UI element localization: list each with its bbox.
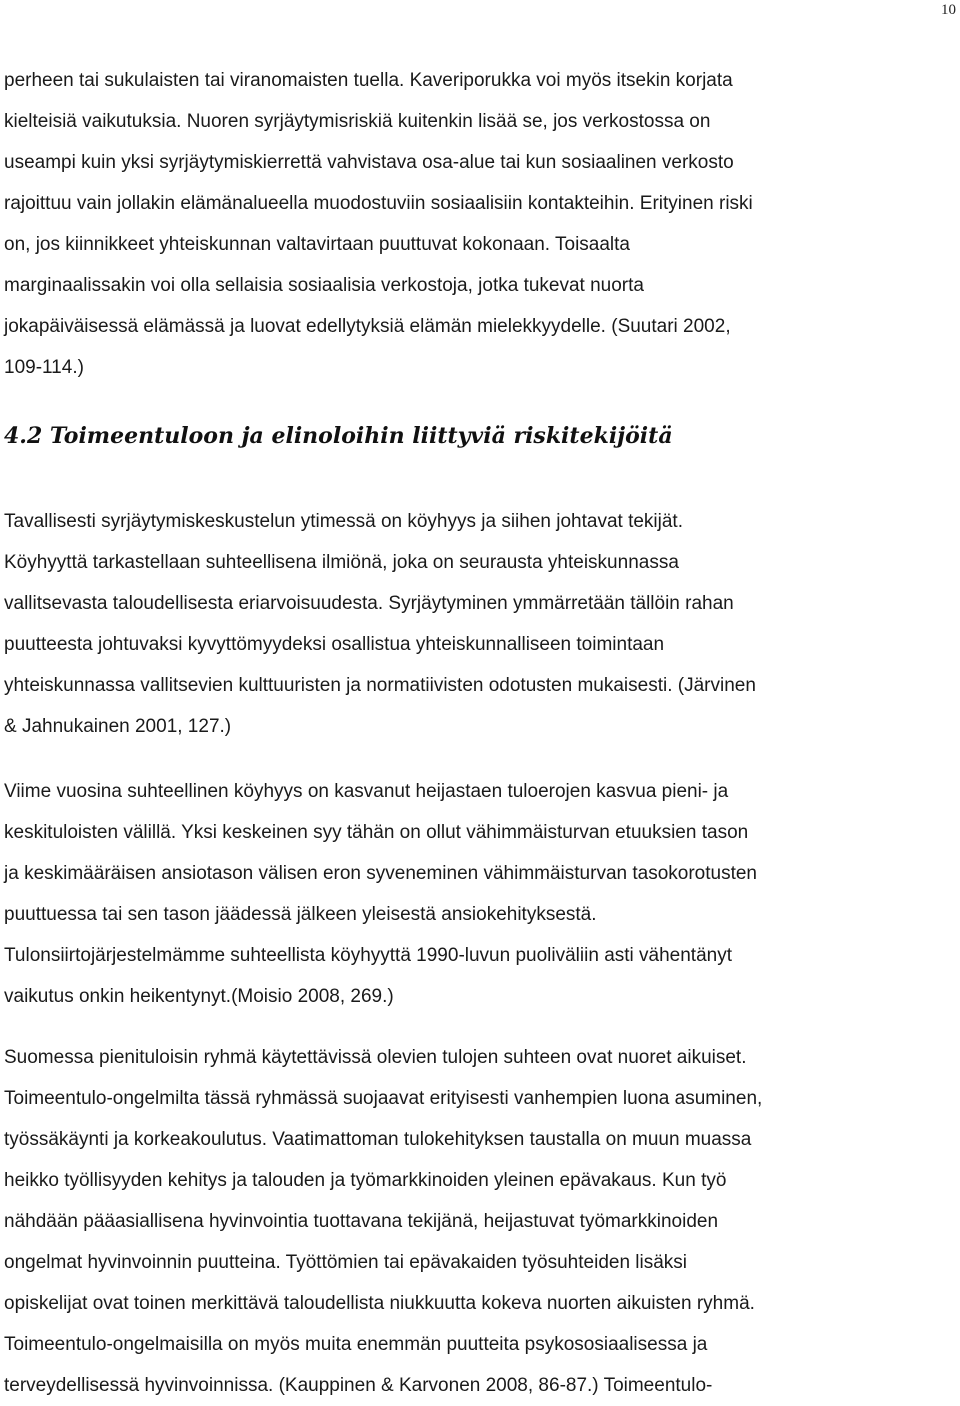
- text-line: & Jahnukainen 2001, 127.): [4, 716, 232, 737]
- text-line: yhteiskunnassa vallitsevien kulttuuristen ja normatiivisten odotusten mukaisesti. (Järvinen: [4, 675, 756, 696]
- paragraph-poverty: [4, 501, 956, 747]
- text-line: Suomessa pienituloisin ryhmä käytettävissä olevien tulojen suhteen ovat nuoret aikuiset.: [4, 1047, 747, 1068]
- text-line: marginaalissakin voi olla sellaisia sosiaalisia verkostoja, jotka tukevat nuorta: [4, 275, 644, 296]
- text-line: kielteisiä vaikutuksia. Nuoren syrjäytymisriskiä kuitenkin lisää se, jos verkostossa on: [4, 111, 711, 132]
- text-line: on, jos kiinnikkeet yhteiskunnan valtavirtaan puuttuvat kokonaan. Toisaalta: [4, 234, 630, 255]
- text-line: työssäkäynti ja korkeakoulutus. Vaatimattoman tulokehityksen taustalla on muun muassa: [4, 1129, 752, 1150]
- text-line: useampi kuin yksi syrjäytymiskierrettä vahvistava osa-alue tai kun sosiaalinen verkosto: [4, 152, 734, 173]
- paragraph-social-networks: [4, 60, 956, 388]
- text-line: puutteesta johtuvaksi kyvyttömyydeksi osallistua yhteiskunnalliseen toimintaan: [4, 634, 665, 655]
- section-heading: 4.2 Toimeentuloon ja elinoloihin liittyviä riskitekijöitä: [4, 423, 673, 449]
- text-line: opiskelijat ovat toinen merkittävä taloudellista niukkuutta kokeva nuorten aikuisten ryhmä.: [4, 1293, 755, 1314]
- paragraph-relative-poverty: [4, 771, 956, 1017]
- text-line: ja keskimääräisen ansiotason välisen eron syveneminen vähimmäisturvan tasokorotusten: [4, 863, 757, 884]
- text-line: jokapäiväisessä elämässä ja luovat edellytyksiä elämän mielekkyydelle. (Suutari 2002,: [4, 316, 731, 337]
- text-line: puuttuessa tai sen tason jäädessä jälkeen yleisestä ansiokehityksestä.: [4, 904, 597, 925]
- text-line: Tavallisesti syrjäytymiskeskustelun ytimessä on köyhyys ja siihen johtavat tekijät.: [4, 511, 683, 532]
- text-line: vallitsevasta taloudellisesta eriarvoisuudesta. Syrjäytyminen ymmärretään tällöin rahan: [4, 593, 734, 614]
- text-line: vaikutus onkin heikentynyt.(Moisio 2008, 269.): [4, 986, 394, 1007]
- paragraph-young-adults-income: [4, 1037, 956, 1406]
- text-line: heikko työllisyyden kehitys ja talouden ja työmarkkinoiden yleinen epävakaus. Kun työ: [4, 1170, 727, 1191]
- text-line: ongelmat hyvinvoinnin puutteina. Työttömien tai epävakaiden työsuhteiden lisäksi: [4, 1252, 688, 1273]
- text-line: nähdään pääasiallisena hyvinvointia tuottavana tekijänä, heijastuvat työmarkkinoiden: [4, 1211, 719, 1232]
- text-line: Toimeentulo-ongelmilta tässä ryhmässä suojaavat erityisesti vanhempien luona asuminen,: [4, 1088, 763, 1109]
- text-line: Viime vuosina suhteellinen köyhyys on kasvanut heijastaen tuloerojen kasvua pieni- ja: [4, 781, 729, 802]
- text-line: Toimeentulo-ongelmaisilla on myös muita enemmän puutteita psykososiaalisessa ja: [4, 1334, 708, 1355]
- text-line: Tulonsiirtojärjestelmämme suhteellista köyhyyttä 1990-luvun puoliväliin asti vähentänyt: [4, 945, 732, 966]
- text-line: keskituloisten välillä. Yksi keskeinen syy tähän on ollut vähimmäisturvan etuuksien tason: [4, 822, 749, 843]
- page-number: 10: [941, 2, 956, 18]
- text-line: rajoittuu vain jollakin elämänalueella muodostuviin sosiaalisiin kontakteihin. Erityinen riski: [4, 193, 753, 214]
- text-line: terveydellisessä hyvinvoinnissa. (Kauppinen & Karvonen 2008, 86-87.) Toimeentulo-: [4, 1375, 713, 1396]
- text-line: 109-114.): [4, 357, 84, 378]
- text-line: Köyhyyttä tarkastellaan suhteellisena ilmiönä, joka on seurausta yhteiskunnassa: [4, 552, 679, 573]
- text-line: perheen tai sukulaisten tai viranomaisten tuella. Kaveriporukka voi myös itsekin korjata: [4, 70, 733, 91]
